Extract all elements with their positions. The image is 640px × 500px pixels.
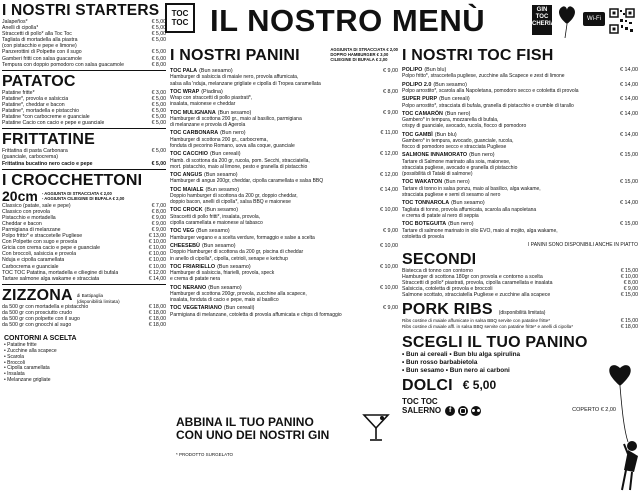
wifi-label: Wi-Fi (587, 16, 601, 22)
patatoc-title: PATATOC (2, 72, 76, 90)
contorni-title: CONTORNI A SCELTA (4, 335, 77, 343)
menu-item-description: Tartare di salmone marinato in olio EVO, maio al mojito, alga wakame, (402, 227, 558, 234)
scegli-title: SCEGLI IL TUO PANINO (402, 333, 588, 351)
menu-item-description: insalata, fonduta di cacio e pepe, maio al basilico (170, 297, 279, 304)
menu-item-description: Hamburger di scottona 200 gr., carbocrema, (170, 136, 268, 143)
menu-item-price: € 10,00 (380, 263, 398, 270)
panini-header (170, 47, 398, 64)
menu-item-price: € 14,00 (620, 200, 638, 207)
list-item: Straccetti di pollo* alla Toc Toc € 5,00 (2, 31, 166, 38)
menu-item (402, 67, 638, 80)
menu-item (170, 68, 398, 87)
menu-item-price: € 9,00 (383, 228, 398, 235)
left-column (0, 0, 166, 384)
menu-item (402, 96, 638, 109)
list-item: Con broccoli, salsiccia e provola € 10,00 (2, 251, 166, 258)
menu-item (170, 187, 398, 206)
footnote: * PRODOTTO SURGELATO (176, 452, 234, 457)
menu-item (402, 82, 638, 95)
zizzona-title: ZIZZONA (2, 286, 73, 304)
pork-list (402, 318, 638, 330)
menu-item-description: stracciata pugliese, avocado e granella di pistacchio (402, 165, 518, 172)
frittatine-title: FRITTATINE (2, 131, 95, 149)
footer-brand (402, 397, 638, 416)
menu-item (170, 172, 398, 185)
menu-item-price: € 14,00 (620, 131, 638, 138)
menu-item-description: salsa alla 'nduja, melanzane grigliate e cipolla di Tropea caramellata (170, 80, 321, 87)
list-item: • Patatine fritte (4, 342, 37, 349)
list-item: da 500 gr con prosciutto crudo € 18,00 (2, 309, 166, 316)
menu-item (170, 110, 398, 129)
menu-item-name: CHEESEBÙ (170, 242, 200, 249)
list-item: Hamburger di scottona 180gr con provola e contorno a scelta € 10,00 (402, 274, 638, 280)
menu-item-price: € 10,00 (380, 284, 398, 291)
menu-item-name: TOC CAMARÒN (402, 110, 443, 117)
menu-item-description: Wrap con straccetti di pollo piastrati*, (170, 95, 253, 102)
tripadvisor-icon (471, 406, 481, 416)
menu-item-description: Hamburger di salsiccia di maiale nero, provola affumicata, (170, 74, 299, 81)
list-item: (guanciale, carbocrema) (2, 154, 58, 161)
menu-item-price: € 9,00 (383, 68, 398, 74)
list-item: Salmone scottato, stracciatella Pugliese e zucchine alla scapece € 15,00 (402, 292, 638, 299)
menu-item-price: € 14,00 (380, 186, 398, 193)
scegli-options (402, 351, 638, 375)
menu-item-name: POLIPO 2.0 (402, 81, 432, 88)
menu-item-name: TOC VEG (170, 228, 195, 235)
list-item: Con Polpette con sugo e provola € 10,00 (2, 239, 166, 246)
menu-item-description: Doppio Hamburger di scottona da 200 gr, piscina di cheddar (170, 249, 304, 256)
menu-item-description: in anello di cipolla*, cipolla, cetrioli, senape e ketchup (170, 255, 288, 262)
menu-item-description: doppio bacon, anelli di cipolla*, salsa BBQ e maionese (170, 199, 291, 206)
menu-item-price: € 14,00 (620, 67, 638, 73)
menu-item-name: POLIPO (402, 67, 423, 73)
logo-line-1: TOC (171, 9, 189, 18)
menu-item-description: Polpo arrostito*, stracciata di bufala, granella di pistacchio e crumble di tarallo (402, 102, 574, 109)
fish-title: I NOSTRI TOC FISH (402, 47, 554, 64)
menu-item-bread: (Bun sesamo) (199, 68, 233, 74)
menu-item-name-wrap (402, 221, 474, 227)
menu-item-name-wrap (402, 152, 495, 158)
bread-option: • Bun rosso barbabietola (402, 358, 478, 366)
starters-title: I NOSTRI STARTERS (2, 2, 160, 19)
menu-item-price: € 15,00 (620, 221, 638, 228)
menu-item-name-wrap (170, 130, 246, 136)
menu-item (402, 221, 638, 240)
dolci-row (402, 377, 638, 394)
instagram-icon (458, 406, 468, 416)
zizzona-subtitle-2: (disponibilità limitata) (76, 298, 120, 304)
menu-item-name: SALMONE INNAMORATO (402, 152, 468, 159)
list-item: Panzerottini di Polpette con il sugo € 5,00 (2, 49, 166, 56)
menu-item (402, 152, 638, 177)
menu-item-description: fiocco di pomodoro secco e stracciata Pugliese (402, 144, 507, 151)
list-item: Frittatina bucatino nero cacio e pepe € 5,00 (2, 160, 166, 167)
menu-item-description: Gambero* in tempura, mozzarella di bufala, (402, 117, 499, 124)
menu-item-description: Tagliata di tonno, provola affumicata, scarola alla napoletana (402, 206, 537, 213)
menu-item-name: TOC CARBONARA (170, 130, 219, 137)
menu-item-bread: (Piadina) (201, 88, 223, 95)
menu-item-description: e crema di patate nera (170, 276, 221, 283)
panini-title: I NOSTRI PANINI (170, 47, 300, 64)
menu-item-description: (possibilità di Tataki di salmone) (402, 171, 473, 178)
menu-item-name: TOC GAMBÌ (402, 131, 433, 138)
menu-item-name: TOC VEGETARIANO (170, 305, 222, 312)
menu-item-name: TOC PALA (170, 68, 198, 74)
menu-item-bread: (Bun nero) (220, 130, 246, 137)
crocchettoni-size: 20cm (2, 187, 38, 204)
menu-item-name: TOC WAKATON (402, 179, 443, 186)
middle-column (170, 47, 398, 457)
list-item: • Cipolla caramellata (4, 365, 50, 372)
menu-item-price: € 8,00 (383, 88, 398, 95)
menu-item-name: SUPER PURP (402, 96, 438, 103)
zizzona-list (2, 304, 166, 328)
logo-toc-toc (165, 3, 195, 33)
list-item: • Broccoli (4, 359, 25, 366)
menu-item-bread: (Bun nero) (448, 221, 474, 228)
list-item: Gamberi fritti con salsa guacamole € 6,00 (2, 55, 166, 62)
menu-item-name-wrap (170, 207, 238, 213)
pork-header (402, 301, 638, 318)
menu-item (170, 264, 398, 283)
secondi-title: SECONDI (402, 250, 477, 268)
right-column (402, 47, 638, 416)
menu-item (170, 151, 398, 170)
dolci-price: € 5,00 (462, 378, 497, 393)
panini-note: CILIEGINE DI BUFALA € 2,00 (330, 56, 388, 62)
bread-option: • Bun sesamo • Bun nero ai carboni (402, 366, 510, 374)
list-item: Patatine Cacio con cacio e pepe e guanciale € 5,00 (2, 120, 166, 127)
list-item: Classico (patate, sale e pepe) € 7,00 (2, 202, 166, 209)
menu-item-bread: (Bun sesamo) (217, 263, 251, 270)
bread-option: • Bun ai cereali • Bun blu alga spirulina (402, 350, 521, 358)
menu-item-name: TOC CROCK (170, 207, 203, 214)
list-item: Polpo fritto* e straccetelle Pugliese € 13,00 (2, 233, 166, 240)
menu-item-price: € 9,00 (383, 109, 398, 116)
patatoc-list (2, 90, 166, 127)
menu-item (402, 200, 638, 219)
menu-item-description: mort. pistacchio, maio al limone, pesto e granella di pistacchio (170, 163, 308, 170)
menu-item-description: cotoletta di provola (402, 233, 444, 240)
menu-item (170, 89, 398, 108)
gin-promo (170, 416, 398, 457)
menu-item-bread: (Bun nero) (444, 110, 471, 117)
menu-item-name: TOC MULIGNANA (170, 109, 216, 116)
list-item: Straccetti di pollo* piastrati, provola, cipolla caramellata e insalata € 8,00 (402, 280, 638, 287)
list-item: Classico con provola € 8,00 (2, 208, 166, 215)
gin-tocheria-label: GIN TOC CHERIA (532, 5, 552, 35)
menu-item-description: Hamburger di scottona 200gr, provola, zucchine alla scapece, (170, 290, 307, 297)
menu-item (170, 228, 398, 241)
divider (2, 128, 166, 129)
list-item: • Melanzane grigliate (4, 376, 51, 383)
menu-item-name: TOC FRIARIELLO (170, 263, 216, 270)
menu-item-name: TOC TONNAROLA (402, 200, 450, 207)
list-item: Patatine*, mortadella e pistacchio € 5,00 (2, 108, 166, 115)
gin-promo-line-1: ABBINA IL TUO PANINO (176, 415, 314, 429)
menu-item (170, 305, 398, 318)
menu-item-bread: (Bun sesamo) (204, 172, 238, 179)
menu-item-price: € 12,00 (380, 172, 398, 179)
menu-item-bread: (Bun sesamo) (433, 81, 467, 88)
list-item: Patatine*, cheddar e bacon € 5,00 (2, 101, 166, 108)
menu-item-description: cipolla caramellata e maionese al tabasco (170, 220, 263, 227)
page-title: IL NOSTRO MENÙ (210, 3, 486, 38)
pork-subtitle: (disponibilità limitata) (498, 310, 546, 317)
list-item: Pistacchio e mortadella € 9,00 (2, 214, 166, 221)
zizzona-subtitle-1: di Battipaglia (76, 293, 104, 299)
panini-note: AGGIUNTA DI STRACCIATA € 2,00 (330, 47, 398, 52)
menu-item-description: Straccetti di pollo fritti*, insalata, provola, (170, 213, 261, 220)
footer-brand-line-1: TOC TOC (402, 396, 438, 406)
list-item: Salsiccia, cotoletta di provola e broccoli € 9,00 (402, 286, 638, 293)
list-item: Patatine fritte* € 3,00 (2, 89, 166, 96)
divider (2, 169, 166, 170)
list-item: • Zucchine alla scapece (4, 347, 57, 354)
menu-item-price: € 12,00 (380, 151, 398, 158)
crocchettoni-note-1: - AGGIUNTA DI STRACCIATA € 2,00 (41, 190, 112, 196)
menu-item-description: Gambero* in tempura, avocado, guanciale, rucola, (402, 138, 514, 145)
menu-item-description: crispy di guanciale, avocado, rucola, fiocco di pomodoro (402, 123, 527, 130)
menu-item-name: TOC WRAP (170, 88, 200, 95)
menu-item (170, 285, 398, 304)
list-item: Carbocrema e guanciale € 10,00 (2, 263, 166, 270)
menu-item-price: € 15,00 (620, 152, 638, 159)
menu-item-description: Hamburger vegano e a scelta verdure, formaggio e salse a scelta (170, 234, 315, 241)
crocchettoni-note-2: - AGGIUNTA CILIEGINE DI BUFALA € 2,00 (41, 195, 125, 201)
list-item: Tartare salmone alga wakame e stracciata € 14,00 (2, 275, 166, 282)
menu-item-description: Tartare di tonno in salsa ponzu, maio al basilico, alga wakame, (402, 185, 541, 192)
list-item: Gricia con crema cacio e pepe e guanciale € 10,00 (2, 245, 166, 252)
menu-item-bread: (Bun sesamo) (201, 242, 236, 249)
menu-item-name: TOC NERANO (170, 284, 207, 291)
menu-item-bread: (Bun sesamo) (205, 186, 240, 193)
list-item: Cheddar e bacon € 9,00 (2, 220, 166, 227)
menu-item-description: Hamburger di angus 200gr, cheddar, cipolla caramellata e salsa BBQ (170, 178, 324, 185)
list-item: Tagliata di mortadella alla piastra € 5,00 (2, 37, 166, 44)
menu-item-name: TOC MAIALE (170, 186, 204, 193)
list-item: da 500 gr con mortadella e pistacchio € 18,00 (2, 303, 166, 310)
menu-item-bread: (Bun cereali) (209, 151, 241, 158)
menu-item (402, 179, 638, 198)
list-item: da 500 gr con polpette con il sugo € 18,00 (2, 316, 166, 322)
cocktail-glass-icon (362, 412, 390, 447)
starters-list (2, 19, 166, 68)
girl-with-balloon-illustration (604, 360, 640, 500)
menu-item-description: Polpo fritto*, straccetella pugliese, zucchine alla Scapece e zest di limone (402, 73, 565, 80)
menu-item-name-wrap (402, 96, 470, 102)
footer-brand-line-2: SALERNO (402, 406, 442, 416)
menu-item-name: TOC BOTEGUITA (402, 221, 447, 228)
menu-item-description: Doppio hamburger di scottona da 200 gr, doppio cheddar, (170, 193, 298, 200)
gin-promo-line-2: CON UNO DEI NOSTRI GIN (176, 428, 330, 442)
menu-item-description: fonduta di pecorino Romano, uova alla coque, guanciale (170, 143, 295, 150)
menu-item-price: € 10,00 (380, 207, 398, 214)
panini-list (170, 68, 398, 318)
list-item: Patatine*, provola e salsiccia € 5,00 (2, 95, 166, 102)
coperto: COPERTO € 2,00 (572, 407, 616, 414)
crocchettoni-size-row (2, 189, 166, 203)
menu-item-price: € 14,00 (620, 96, 638, 103)
menu-item-name-wrap (402, 200, 485, 206)
list-item: Jalapeños* € 5,00 (2, 19, 166, 25)
menu-item-bread: (Bun cereali) (223, 305, 255, 312)
crocchettoni-list (2, 203, 166, 282)
zizzona-header (2, 287, 166, 304)
fish-list (402, 67, 638, 240)
menu-item-name-wrap (170, 228, 230, 234)
list-item: Tempura con doppio pomodoro con salsa guacamole € 8,00 (2, 61, 166, 68)
list-item: Ribs costine di maiale affumicate in salsa BBQ servite con patatine fritte* € 15,00 (402, 318, 638, 325)
list-item: da 500 gr con gnocchi al sugo € 18,00 (2, 322, 166, 329)
menu-item-bread: (Bun cereali) (439, 96, 470, 103)
menu-item (170, 130, 398, 149)
crocchettoni-title: I CROCCHETTONI (2, 171, 143, 189)
menu-item-bread: (Bun blu) (424, 67, 447, 73)
divider (2, 70, 166, 71)
fish-note: I PANINI SONO DISPONIBILI ANCHE IN PIATTO (527, 241, 638, 248)
menu-item-bread: (Bun sesamo) (217, 109, 252, 116)
dolci-title: DOLCI (402, 376, 453, 394)
menu-item-description: di melanzane e provola di Agerola (170, 122, 246, 129)
contorni-box (2, 334, 166, 384)
list-item: TOC TOC Patatina, mortadella e ciliegine di bufala € 12,00 (2, 269, 166, 276)
menu-item-name-wrap (402, 179, 470, 185)
menu-item-description: Hamb. di scottona da 200 gr, rucola, pom. Secchi, stracciatella, (170, 157, 310, 164)
menu-item (402, 111, 638, 130)
qr-code-icon (609, 8, 635, 34)
menu-item-price: € 9,00 (383, 305, 398, 312)
menu-item-bread: (Bun blu) (434, 131, 457, 138)
frittatine-list (2, 148, 166, 166)
menu-item (170, 243, 398, 262)
menu-item-description: Parmigiana di melanzane, cotoletta di provola affumicata e chips di formaggio (170, 311, 342, 318)
menu-item-name-wrap (170, 285, 242, 291)
menu-item-description: stracciata pugliese e semi di sesamo al nero (402, 192, 501, 199)
menu-item-bread: (Bun sesamo) (451, 200, 485, 207)
menu-item-price: € 15,00 (620, 179, 638, 186)
menu-item-price: € 11,00 (380, 130, 398, 137)
menu-item-name-wrap (170, 305, 254, 311)
menu-item-name-wrap (170, 151, 241, 157)
logo-line-2: TOC (171, 18, 189, 27)
menu-item-price: € 14,00 (620, 81, 638, 88)
menu-item-description: Hamburger di salsiccia, friarielli, provola, speck (170, 270, 275, 277)
facebook-icon: f (445, 406, 455, 416)
menu-item-price: € 10,00 (380, 242, 398, 249)
list-item: Patatine *con carbocreme e guanciale € 5,00 (2, 114, 166, 121)
wifi-badge (583, 12, 605, 26)
list-item: Parmigiana di melanzane € 9,00 (2, 226, 166, 233)
list-item: Nduja e cipolla caramellata € 10,00 (2, 257, 166, 264)
menu-item-name: TOC CACCHIO (170, 151, 208, 158)
list-item: • Scarola (4, 353, 25, 360)
list-item: Anelli di cipolla* € 5,00 (2, 25, 166, 32)
menu-item-description: Polpo arrostito*, scarola alla Napoletana, pomodoro secco e cotoletta di provola (402, 88, 579, 95)
menu-item-bread: (Bun nero) (469, 152, 495, 159)
menu-item (402, 132, 638, 151)
menu-item-description: insalata, maionese e cheddar (170, 101, 236, 108)
menu-item-name: TOC ANGUS (170, 172, 203, 179)
menu-item (170, 207, 398, 226)
menu-item-price: € 14,00 (620, 110, 638, 117)
menu-item-description: e crema di patate al nero di seppia (402, 212, 479, 219)
list-item: (con pistacchio e pepe e limone) (2, 43, 77, 50)
menu-item-bread: (Bun sesamo) (204, 207, 239, 214)
menu-item-bread: (Bun nero) (444, 179, 470, 186)
list-item: Ribs costine di maiale affl. in salsa BBQ servite con patatine fritte* e anelli di cipolla* € 18,00 (402, 324, 638, 331)
menu-item-bread: (Bun sesamo) (196, 228, 230, 235)
list-item: • Insalata (4, 371, 25, 378)
list-item: Bistecca di tonno con contorno € 15,00 (402, 267, 638, 274)
menu-item-description: Hamburger di scottona 200 gr., maio al basilico, parmigiana (170, 116, 302, 123)
pork-title: PORK RIBS (402, 301, 493, 319)
divider (2, 284, 166, 285)
heart-balloon-icon (556, 4, 578, 38)
secondi-list (402, 268, 638, 298)
list-item: Frittatina di pasta Carbonara € 5,00 (2, 148, 166, 155)
panini-note: DOPPIO HAMBURGER € 3,00 (330, 51, 389, 57)
menu-item-description: Tartare di Salmone marinato alla soia, maionese, (402, 158, 511, 165)
menu-item-bread: (Bun sesamo) (208, 284, 242, 291)
